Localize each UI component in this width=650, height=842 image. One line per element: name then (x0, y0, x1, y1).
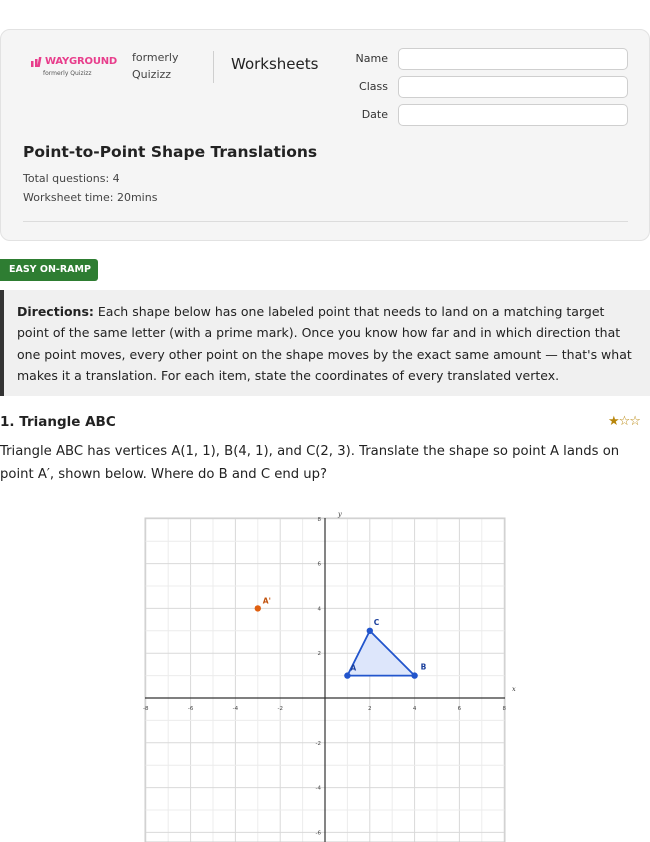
class-label: Class (359, 80, 388, 93)
question-title: 1. Triangle ABC (0, 414, 116, 430)
x-tick-label: 8 (502, 706, 506, 712)
class-field[interactable] (398, 76, 628, 98)
coordinate-grid (140, 508, 515, 842)
directions-label: Directions: (17, 304, 94, 319)
directions-text: Each shape below has one labeled point that needs to land on a matching target point of the same letter (with a prime mark). Once you know how far and in which direction that one point moves, every other point on the shape moves by the exact same amount — that's what makes it a translation. For each item, state the coordinates of every translated vertex. (17, 304, 632, 383)
difficulty-badge: EASY ON-RAMP (0, 259, 98, 281)
worksheet-header (0, 29, 650, 241)
vertex-point-c (367, 628, 373, 634)
date-field[interactable] (398, 104, 628, 126)
x-tick-label: 6 (457, 706, 462, 712)
y-tick-label: -4 (315, 785, 321, 792)
y-tick-label: 8 (317, 516, 321, 523)
y-tick-label: -6 (315, 830, 321, 837)
vertex-label-b: B (420, 662, 427, 672)
worksheet-time: Worksheet time: 20mins (23, 191, 158, 204)
y-tick-label: 4 (317, 606, 321, 613)
x-tick-label: 2 (368, 706, 372, 712)
vertex-point-a (344, 672, 350, 678)
logo-mark-icon (31, 57, 43, 67)
date-label: Date (361, 108, 388, 121)
x-tick-label: 4 (412, 706, 417, 712)
total-questions: Total questions: 4 (23, 172, 120, 185)
vertex-point-b (411, 672, 417, 678)
x-tick-label: -8 (143, 706, 149, 712)
vertex-label-c: C (373, 617, 380, 627)
y-tick-label: 2 (317, 651, 321, 658)
x-axis-label: x (512, 685, 516, 693)
question-text: Triangle ABC has vertices A(1, 1), B(4, 1), and C(2, 3). Translate the shape so point A lands on point A′, shown below. Where do B and C end up? (0, 444, 620, 482)
logo-subtext: formerly Quizizz (43, 70, 92, 77)
wayground-logo (31, 56, 121, 77)
x-tick-label: -6 (187, 706, 194, 712)
target-label-a-prime: A' (262, 596, 271, 606)
worksheet-title: Point-to-Point Shape Translations (23, 143, 318, 161)
difficulty-stars: ★☆☆ (608, 414, 640, 429)
target-point-a-prime (255, 605, 261, 611)
directions-box (0, 290, 650, 396)
logo-text: WAYGROUND (45, 56, 118, 67)
y-tick-label: -2 (315, 740, 321, 747)
name-field[interactable] (398, 48, 628, 70)
header-divider (213, 51, 214, 83)
worksheets-label: Worksheets (231, 55, 319, 73)
x-tick-label: -2 (277, 706, 283, 712)
y-axis-label: y (338, 510, 342, 518)
vertex-label-a: A (350, 663, 357, 673)
formerly-quizizz-label: formerly Quizizz (132, 51, 179, 81)
y-tick-label: 6 (317, 561, 321, 568)
x-tick-label: -4 (232, 706, 239, 712)
header-rule (23, 221, 628, 222)
name-label: Name (355, 52, 388, 65)
